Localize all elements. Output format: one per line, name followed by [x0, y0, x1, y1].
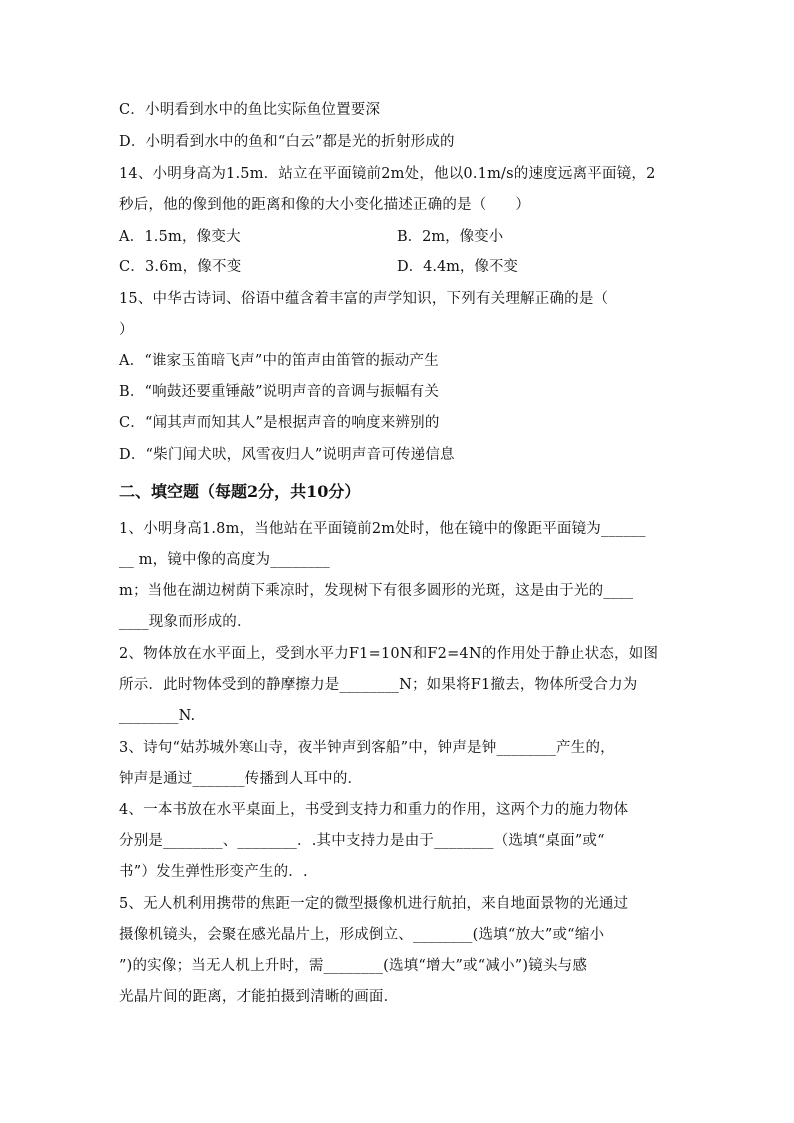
section-heading-fill-in: 二、填空题（每题2分，共10分）	[119, 482, 361, 501]
q15-stem-line2: ）	[119, 322, 134, 338]
fill5-line3: ”)的实像；当无人机上升时，需________(选填“增大”或“减小”)镜头与感	[119, 958, 588, 974]
fill5-line2: 摄像机镜头，会聚在感光晶片上，形成倒立、________(选填“放大”或“缩小	[119, 927, 605, 943]
fill2-line1: 2、物体放在水平面上，受到水平力F1=10N和F2=4N的作用处于静止状态，如图	[119, 646, 659, 662]
fill3-line1: 3、诗句“姑苏城外寒山寺，夜半钟声到客船”中，钟声是钟________产生的，	[119, 740, 615, 756]
q15-option-c: C．“闻其声而知其人”是根据声音的响度来辨别的	[119, 415, 440, 431]
fill1-line2: __ m，镜中像的高度为________	[119, 552, 330, 568]
fill2-line3: ________N.	[119, 708, 196, 724]
fill4-line3: 书”）发生弹性形变产生的．.	[119, 864, 308, 880]
q15-stem-line1: 15、中华古诗词、俗语中蕴含着丰富的声学知识，下列有关理解正确的是（	[119, 291, 609, 307]
q15-option-d: D．“柴门闻犬吠，风雪夜归人”说明声音可传递信息	[119, 447, 455, 463]
fill3-line2: 钟声是通过_______传播到人耳中的．	[119, 771, 363, 787]
q15-option-b: B．“响鼓还要重锤敲”说明声音的音调与振幅有关	[119, 384, 440, 400]
fill2-line2: 所示．此时物体受到的静摩擦力是________N；如果将F1撤去，物体所受合力为	[119, 677, 638, 693]
fill4-line1: 4、一本书放在水平桌面上，书受到支持力和重力的作用，这两个力的施力物体	[119, 802, 629, 818]
q13-option-d: D．小明看到水中的鱼和“白云”都是光的折射形成的	[119, 134, 455, 150]
q14-stem-line2: 秒后，他的像到他的距离和像的大小变化描述正确的是（ ）	[119, 197, 531, 213]
fill5-line4: 光晶片间的距离，才能拍摄到清晰的画面．	[119, 989, 399, 1005]
fill1-line4: ____现象而形成的．	[119, 614, 252, 630]
fill4-line2: 分别是________、________．.其中支持力是由于________（选填“桌面”或“	[119, 833, 605, 849]
q15-option-a: A．“谁家玉笛暗飞声”中的笛声由笛管的振动产生	[119, 353, 439, 369]
q14-option-a: A．1.5m，像变大	[119, 229, 241, 245]
q14-stem-line1: 14、小明身高为1.5m．站立在平面镜前2m处，他以0.1m/s的速度远离平面镜，2	[119, 166, 656, 182]
fill5-line1: 5、无人机利用携带的焦距一定的微型摄像机进行航拍，来自地面景物的光通过	[119, 896, 629, 912]
q14-option-c: C．3.6m，像不变	[119, 259, 242, 275]
fill1-line1: 1、小明身高1.8m，当他站在平面镜前2m处时，他在镜中的像距平面镜为______	[119, 521, 646, 537]
q14-option-b: B．2m，像变小	[397, 229, 504, 245]
q14-option-d: D．4.4m，像不变	[397, 259, 518, 275]
fill1-line3: m；当他在湖边树荫下乘凉时，发现树下有很多圆形的光斑，这是由于光的____	[119, 583, 634, 599]
q13-option-c: C．小明看到水中的鱼比实际鱼位置要深	[119, 102, 381, 118]
